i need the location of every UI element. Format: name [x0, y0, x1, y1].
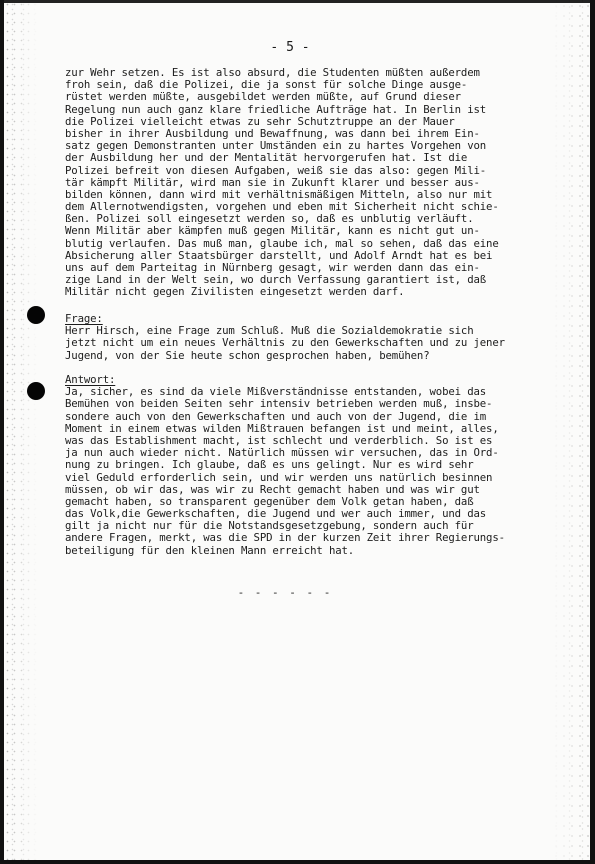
text-line: Regelung nun auch ganz klare friedliche Aufträge hat. In Berlin ist: [65, 102, 487, 116]
text-line: jetzt nicht um ein neues Verhältnis zu den Gewerkschaften und zu jener: [65, 336, 505, 350]
text-line: Militär nicht gegen Zivilisten eingesetzt werden darf.: [65, 285, 405, 299]
text-line: ßen. Polizei soll eingesetzt werden so, daß es unblutig verläuft.: [65, 212, 474, 226]
punch-hole-upper: [27, 306, 45, 324]
text-line: Herr Hirsch, eine Frage zum Schluß. Muß die Sozialdemokratie sich: [65, 324, 474, 338]
text-line: sondere auch von den Gewerkschaften und auch von der Jugend, die im: [65, 409, 487, 423]
text-line: Bemühen von beiden Seiten sehr intensiv betrieben werden muß, insbe-: [65, 397, 493, 411]
text-line: Polizei befreit von diesen Aufgaben, weiß sie das also: gegen Mili-: [65, 163, 487, 177]
question-label: Frage:: [65, 312, 103, 325]
page-number: - 5 -: [270, 40, 310, 55]
text-line: die Polizei vielleicht etwas zu sehr Schutztruppe an der Mauer: [65, 114, 455, 128]
text-line: uns auf dem Parteitag in Nürnberg gesagt, wir werden dann das ein-: [65, 261, 480, 274]
punch-hole-lower: [27, 382, 45, 400]
answer-section: [65, 374, 565, 557]
question-section: [65, 313, 565, 362]
scan-edge-right: [590, 0, 595, 864]
scan-edge-top: [0, 0, 595, 3]
scan-edge-bottom: [0, 860, 595, 864]
text-line: viel Geduld erforderlich sein, und wir werden uns natürlich besinnen: [65, 470, 493, 484]
scan-noise-left: [4, 0, 38, 864]
text-line: tär kämpft Militär, wird man sie in Zukunft klarer und besser aus-: [65, 175, 480, 189]
text-line: blutig verlaufen. Das muß man, glaube ich, mal so sehen, daß das eine: [65, 236, 499, 250]
text-line: Moment in einem etwas wilden Mißtrauen befangen ist und meint, alles,: [65, 421, 499, 435]
answer-label: Antwort:: [65, 373, 116, 386]
text-line: Jugend, von der Sie heute schon gesprochen haben, bemühen?: [65, 348, 430, 362]
text-line: nung zu bringen. Ich glaube, daß es uns gelingt. Nur es wird sehr: [65, 458, 474, 472]
text-line: Absicherung aller Staatsbürger darstellt, und Adolf Arndt hat es bei: [65, 248, 493, 262]
closing-dash-rule: - - - - - -: [237, 586, 333, 599]
text-line: was das Establishment macht, ist schlecht und verderblich. So ist es: [65, 433, 493, 447]
text-line: beteiligung für den kleinen Mann erreicht hat.: [65, 543, 355, 557]
text-line: rüstet werden müßte, ausgebildet werden müßte, auf Grund dieser: [65, 90, 461, 104]
text-line: das Volk,die Gewerkschaften, die Jugend und wer auch immer, und das: [65, 507, 487, 521]
text-line: dem Allernotwendigsten, vorgehen und eben mit Sicherheit nicht schie-: [65, 200, 499, 214]
text-line: bilden können, dann wird mit verhältnismäßigen Mitteln, also nur mit: [65, 187, 493, 201]
text-line: gilt ja nicht nur für die Notstandsgesetzgebung, sondern auch für: [65, 519, 474, 533]
text-line: Ja, sicher, es sind da viele Mißverständnisse entstanden, wobei das: [65, 385, 487, 399]
text-line: gemacht haben, so transparent gegenüber dem Volk getan haben, daß: [65, 494, 474, 508]
text-line: müssen, ob wir das, was wir zu Recht gemacht haben und was wir gut: [65, 482, 480, 496]
text-line: der Ausbildung her und der Mentalität hervorgerufen hat. Ist die: [65, 151, 468, 165]
text-line: satz gegen Demonstranten unter Umständen ein zu hartes Vorgehen von: [65, 139, 487, 153]
text-line: zige Land in der Welt sein, wo durch Verfassung garantiert ist, daß: [65, 273, 487, 287]
text-line: froh sein, daß die Polizei, die ja sonst für solche Dinge ausge-: [65, 78, 468, 92]
text-line: andere Fragen, merkt, was die SPD in der kurzen Zeit ihrer Regierungs-: [65, 531, 505, 545]
text-line: ja nun auch wieder nicht. Natürlich müssen wir versuchen, das in Ord-: [65, 446, 499, 460]
body-paragraph: [65, 67, 565, 299]
text-line: bisher in ihrer Ausbildung und Bewaffnung, was dann bei ihrem Ein-: [65, 126, 480, 140]
text-line: zur Wehr setzen. Es ist also absurd, die Studenten müßten außerdem: [65, 66, 480, 79]
text-line: Wenn Militär aber kämpfen muß gegen Militär, kann es nicht gut un-: [65, 224, 480, 238]
